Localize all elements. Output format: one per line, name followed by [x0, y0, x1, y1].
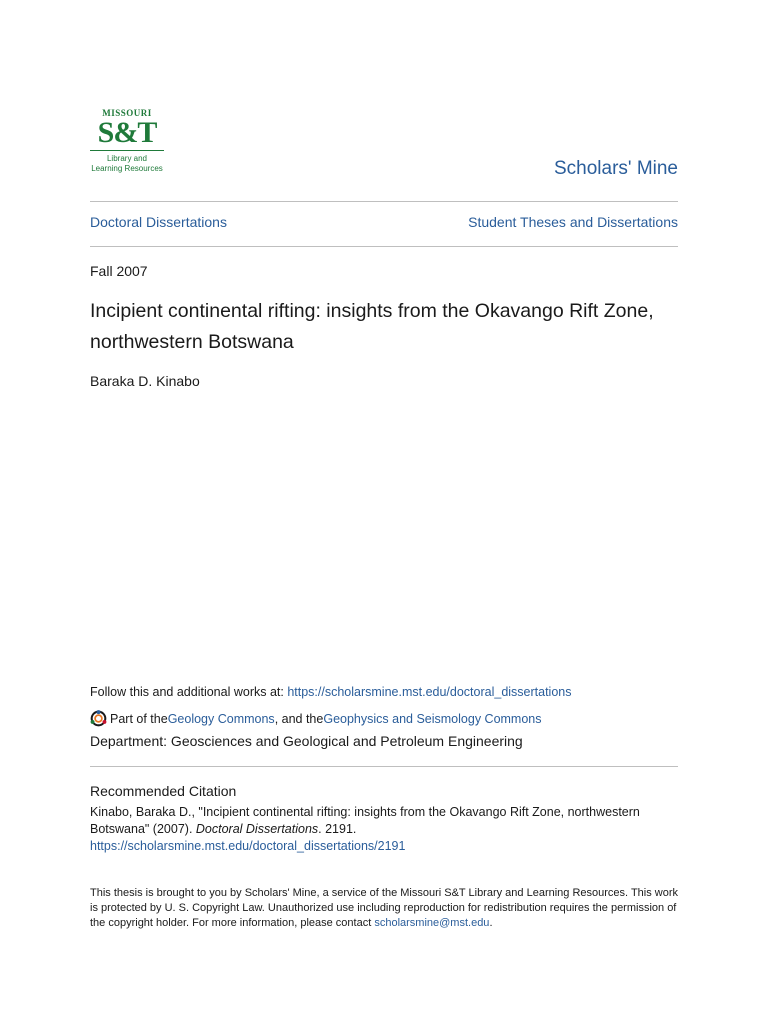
contact-email-link[interactable]: scholarsmine@mst.edu	[374, 917, 490, 929]
follow-text: Follow this and additional works at:	[90, 685, 288, 699]
logo-mark: S&T	[97, 116, 157, 149]
recommended-citation-heading: Recommended Citation	[90, 783, 237, 799]
logo-sub-line1: Library and	[106, 154, 148, 163]
library-logo	[90, 108, 164, 174]
footer-text: This thesis is brought to you by Scholars' Mine, a service of the Missouri S&T Library and Learning Resources. This work is protected by U. S. Copyright Law. Unauthorized use including reproduction for redistribution requires the permission of the copyright holder. For more information, please contact	[90, 887, 679, 929]
citation-url-link[interactable]: https://scholarsmine.mst.edu/doctoral_dissertations/2191	[90, 839, 406, 853]
collection-url-link[interactable]: https://scholarsmine.mst.edu/doctoral_dissertations	[287, 685, 572, 699]
follow-line	[90, 685, 572, 699]
logo-sub-line2: Learning Resources	[91, 164, 163, 173]
commons-network-icon	[90, 710, 107, 727]
copyright-notice	[90, 886, 680, 931]
footer-end: .	[489, 917, 493, 929]
part-of-line	[90, 710, 542, 727]
part-of-prefix: Part of the	[110, 711, 168, 726]
divider-nav	[90, 246, 678, 247]
doctoral-dissertations-link[interactable]: Doctoral Dissertations	[90, 214, 227, 230]
scholars-mine-link[interactable]: Scholars' Mine	[553, 158, 678, 179]
department-line: Department: Geosciences and Geological and Petroleum Engineering	[90, 733, 523, 749]
logo-state-text: MISSOURI	[102, 108, 152, 118]
geophysics-commons-link[interactable]: Geophysics and Seismology Commons	[323, 711, 542, 726]
geology-commons-link[interactable]: Geology Commons	[167, 711, 275, 726]
citation-text: Kinabo, Baraka D., "Incipient continental rifting: insights from the Okavango Rift Zone, northwestern Botswana" (2007).	[90, 805, 640, 836]
student-theses-link[interactable]: Student Theses and Dissertations	[468, 214, 678, 230]
part-of-middle: , and the	[274, 711, 324, 726]
author-name: Baraka D. Kinabo	[90, 373, 200, 389]
divider-top	[90, 201, 678, 202]
citation-number: . 2191.	[318, 822, 357, 836]
citation-series: Doctoral Dissertations	[195, 822, 319, 836]
publication-date: Fall 2007	[90, 263, 148, 279]
document-title: Incipient continental rifting: insights from the Okavango Rift Zone, northwestern Botswana	[90, 300, 654, 353]
citation-block	[90, 804, 680, 855]
logo-rule	[90, 150, 164, 151]
divider-citation	[90, 766, 678, 767]
